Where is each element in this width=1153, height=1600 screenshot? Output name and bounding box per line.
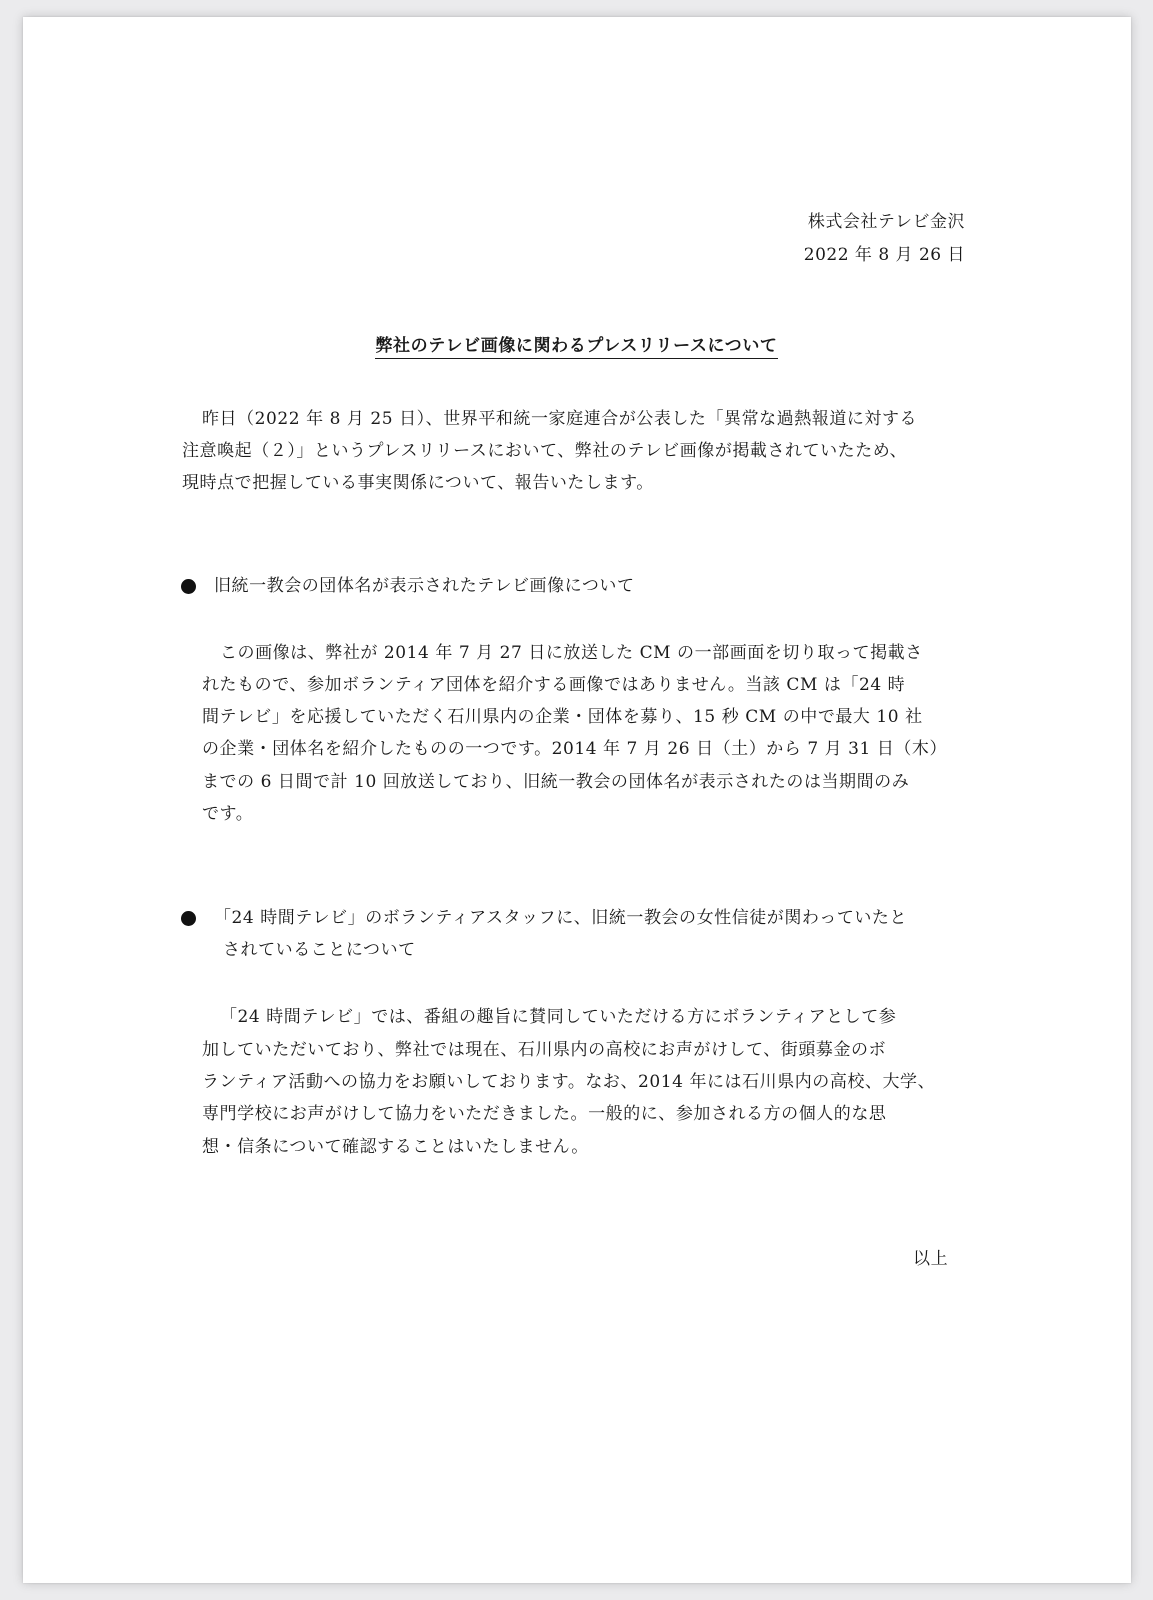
section2-body-line: 専門学校にお声がけして協力をいただきました。一般的に、参加される方の個人的な思 [202, 1104, 887, 1124]
intro-line: 注意喚起（２）」というプレスリリースにおいて、弊社のテレビ画像が掲載されていたため、 [182, 441, 908, 461]
section2-body-line: ランティア活動への協力をお願いしております。なお、2014 年には石川県内の高校、大学、 [202, 1072, 936, 1092]
section1-heading: 旧統一教会の団体名が表示されたテレビ画像について [214, 576, 635, 596]
document-title [0, 331, 1153, 356]
section2-heading: されていることについて [223, 940, 416, 960]
section1-body-line: です。 [202, 804, 254, 824]
section2-body-line: 想・信条について確認することはいたしません。 [202, 1137, 589, 1157]
section2-heading: 「24 時間テレビ」のボランティアスタッフに、旧統一教会の女性信徒が関わっていたと [214, 908, 908, 928]
section1-body-line: れたもので、参加ボランティア団体を紹介する画像ではありません。当該 CM は「24 時 [202, 675, 906, 695]
bullet-icon [181, 911, 196, 926]
intro-line: 現時点で把握している事実関係について、報告いたします。 [182, 473, 654, 493]
section1-body-line: の企業・団体名を紹介したものの一つです。2014 年 7 月 26 日（土）から 7 月 31 日（木） [202, 739, 948, 759]
bullet-icon [181, 579, 196, 594]
document-title-text: 弊社のテレビ画像に関わるプレスリリースについて [375, 336, 777, 359]
section1-body-line: 間テレビ」を応援していただく石川県内の企業・団体を募り、15 秒 CM の中で最大 10 社 [202, 707, 923, 727]
section1-body-line: までの 6 日間で計 10 回放送しており、旧統一教会の団体名が表示されたのは当期間のみ [202, 772, 910, 792]
section2-body-line: 加していただいており、弊社では現在、石川県内の高校にお声がけして、街頭募金のボ [202, 1040, 887, 1060]
closing-remark: 以上 [913, 1249, 949, 1269]
section1-body-line: この画像は、弊社が 2014 年 7 月 27 日に放送した CM の一部画面を切り取って掲載さ [220, 643, 923, 663]
document-date: 2022 年 8 月 26 日 [803, 245, 965, 265]
intro-line: 昨日（2022 年 8 月 25 日）、世界平和統一家庭連合が公表した「異常な過熱報道に対する [202, 409, 918, 429]
section2-body-line: 「24 時間テレビ」では、番組の趣旨に賛同していただける方にボランティアとして参 [220, 1007, 897, 1027]
company-name: 株式会社テレビ金沢 [807, 212, 965, 232]
